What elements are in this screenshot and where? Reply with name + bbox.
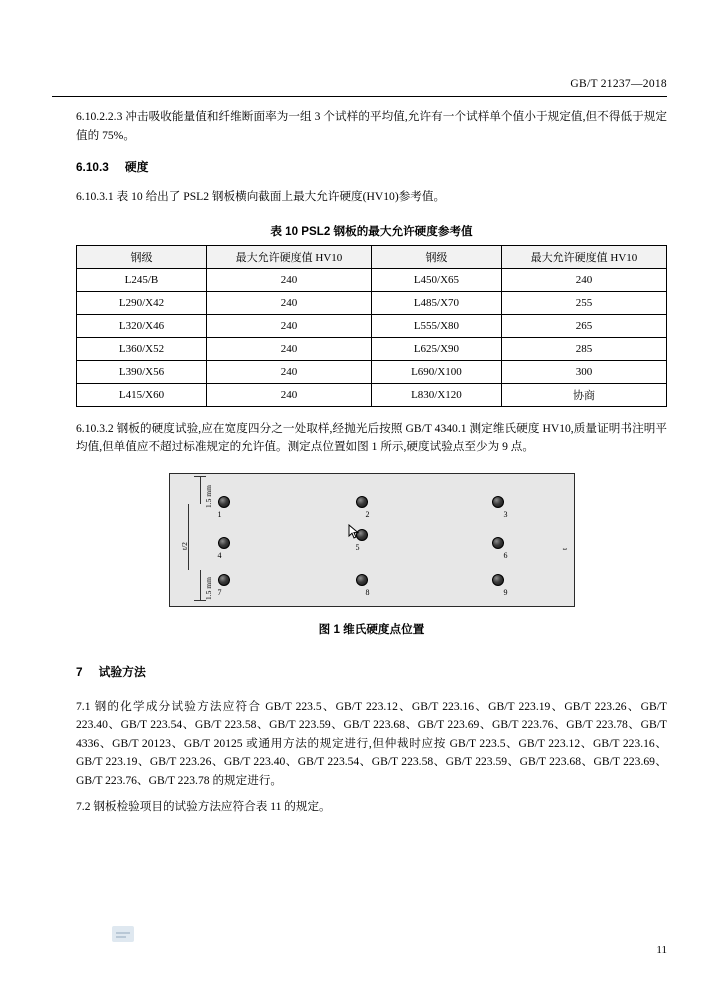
figure-1-wrapper (76, 473, 667, 607)
cell-hardness-left: 240 (206, 291, 371, 314)
figure-annotation-left: t/2 (179, 541, 189, 550)
cell-hardness-left: 240 (206, 337, 371, 360)
hardness-point-4 (218, 537, 230, 549)
cell-hardness-right: 240 (501, 268, 666, 291)
cell-grade-left: L290/X42 (77, 291, 207, 314)
cell-hardness-right: 285 (501, 337, 666, 360)
hardness-point-label-3: 3 (503, 509, 508, 519)
page-content (76, 108, 667, 817)
table-header-row (77, 245, 667, 268)
cell-grade-left: L320/X46 (77, 314, 207, 337)
mouse-cursor-icon (348, 524, 361, 539)
dimension-tick-top (194, 476, 206, 477)
cell-grade-left: L415/X60 (77, 383, 207, 406)
cell-hardness-left: 240 (206, 268, 371, 291)
hardness-point-6 (492, 537, 504, 549)
section-heading-7 (76, 663, 667, 680)
figure-1-plate-diagram (169, 473, 575, 607)
hardness-point-7 (218, 574, 230, 586)
paragraph-7-1: 7.1 钢的化学成分试验方法应符合 GB/T 223.5、GB/T 223.12、GB/T 223.16、GB/T 223.19、GB/T 223.26、GB/T 223.40、GB/T 223.54、GB/T 223.58、GB/T 223.59、GB/T 223.68、GB/T 223.69、GB/T 223.76、GB/T 223.78、GB/T 4336、GB/T 20123、GB/T 20125 或通用方法的规定进行,但仲裁时应按 GB/T 223.5、GB/T 223.12、GB/T 223.16、GB/T 223.19、GB/T 223.26、GB/T 223.40、GB/T 223.54、GB/T 223.58、GB/T 223.59、GB/T 223.68、GB/T 223.69、GB/T 223.76、GB/T 223.78 的规定进行。 (76, 699, 667, 787)
hardness-point-label-4: 4 (217, 550, 222, 560)
cell-grade-right: L830/X120 (371, 383, 501, 406)
figure-1-caption: 图 1 维氏硬度点位置 (318, 622, 425, 636)
figure-annotation-top: 1.5 mm (203, 484, 213, 508)
hardness-point-3 (492, 496, 504, 508)
table-row (77, 360, 667, 383)
table-row (77, 291, 667, 314)
cell-grade-right: L450/X65 (371, 268, 501, 291)
cell-grade-left: L245/B (77, 268, 207, 291)
cell-hardness-left: 240 (206, 360, 371, 383)
table-row (77, 268, 667, 291)
table-header-cell-2: 钢级 (371, 245, 501, 268)
section-title-6-10-3: 硬度 (124, 160, 149, 174)
watermark-icon (112, 926, 134, 942)
cell-grade-right: L690/X100 (371, 360, 501, 383)
paragraph-6-10-3-1: 6.10.3.1 表 10 给出了 PSL2 钢板横向截面上最大允许硬度(HV10)参考值。 (76, 190, 446, 203)
hardness-point-8 (356, 574, 368, 586)
section-title-7: 试验方法 (98, 664, 146, 679)
cell-hardness-left: 240 (206, 383, 371, 406)
cell-grade-right: L625/X90 (371, 337, 501, 360)
table-header-cell-3: 最大允许硬度值 HV10 (501, 245, 666, 268)
section-number-6-10-3: 6.10.3 (76, 160, 109, 174)
hardness-point-label-9: 9 (503, 587, 508, 597)
cell-grade-left: L390/X56 (77, 360, 207, 383)
cell-hardness-right: 协商 (501, 383, 666, 406)
cell-grade-right: L485/X70 (371, 291, 501, 314)
dimension-guide-bottom (200, 570, 201, 600)
cell-grade-left: L360/X52 (77, 337, 207, 360)
header-divider (52, 96, 667, 97)
paragraph-6-10-3-2: 6.10.3.2 钢板的硬度试验,应在宽度四分之一处取样,经抛光后按照 GB/T 4340.1 测定维氏硬度 HV10,质量证明书注明平均值,但单值应不超过标准规定的允许值。测定点位置如图 1 所示,硬度试验点至少为 9 点。 (76, 421, 667, 453)
hardness-point-label-5: 5 (355, 542, 360, 552)
figure-annotation-right: t (559, 547, 569, 550)
section-number-7: 7 (76, 664, 83, 679)
hardness-point-label-2: 2 (365, 509, 370, 519)
page-number: 11 (656, 944, 667, 956)
hardness-point-label-6: 6 (503, 550, 508, 560)
cell-hardness-right: 300 (501, 360, 666, 383)
hardness-point-2 (356, 496, 368, 508)
table-row (77, 314, 667, 337)
dimension-guide-top (200, 476, 201, 504)
table-header-cell-0: 钢级 (77, 245, 207, 268)
section-heading-6-10-3 (76, 158, 667, 175)
table-header-cell-1: 最大允许硬度值 HV10 (206, 245, 371, 268)
table-row (77, 337, 667, 360)
hardness-point-label-1: 1 (217, 509, 222, 519)
page-header-standard-id: GB/T 21237—2018 (570, 78, 667, 90)
table-10-max-hardness (76, 245, 667, 407)
cell-hardness-right: 265 (501, 314, 666, 337)
cell-hardness-left: 240 (206, 314, 371, 337)
paragraph-6-10-2-2-3: 6.10.2.2.3 冲击吸收能量值和纤维断面率为一组 3 个试样的平均值,允许有一个试样单个值小于规定值,但不得低于规定值的 75%。 (76, 110, 667, 142)
dimension-guide-mid (188, 504, 189, 570)
hardness-point-label-7: 7 (217, 587, 222, 597)
hardness-point-9 (492, 574, 504, 586)
figure-annotation-bottom: 1.5 mm (203, 576, 213, 600)
table-10-title: 表 10 PSL2 钢板的最大允许硬度参考值 (270, 224, 473, 238)
cell-grade-right: L555/X80 (371, 314, 501, 337)
hardness-point-label-8: 8 (365, 587, 370, 597)
table-row (77, 383, 667, 406)
paragraph-7-2: 7.2 钢板检验项目的试验方法应符合表 11 的规定。 (76, 800, 331, 813)
cell-hardness-right: 255 (501, 291, 666, 314)
hardness-point-1 (218, 496, 230, 508)
